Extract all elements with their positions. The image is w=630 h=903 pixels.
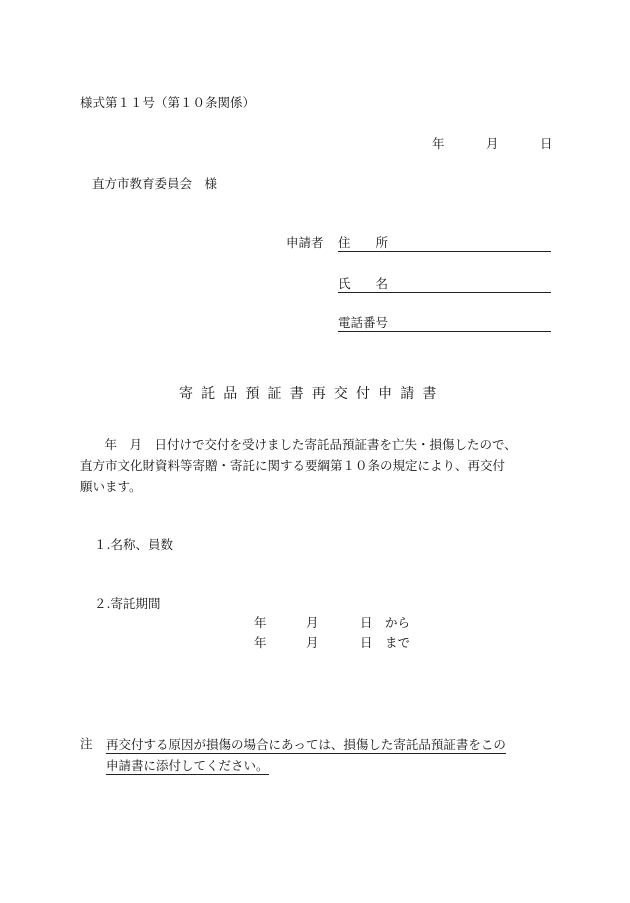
date-year-label: 年 — [432, 136, 445, 151]
phone-field[interactable] — [338, 315, 551, 332]
name-field[interactable] — [338, 276, 551, 293]
note-label: 注 — [80, 736, 93, 751]
addressee: 直方市教育委員会 様 — [92, 176, 218, 191]
body-line-2: 直方市文化財資料等寄贈・寄託に関する要綱第１０条の規定により、再交付 — [80, 458, 506, 473]
item-1-label: １.名称、員数 — [94, 537, 173, 552]
period-from-month: 月 — [306, 615, 319, 630]
period-to-year: 年 — [254, 635, 267, 650]
date-month-label: 月 — [486, 136, 499, 151]
body-line-3: 願います。 — [80, 479, 142, 494]
body-line-1: 年 月 日付けで交付を受けました寄託品預証書を亡失・損傷したので、 — [92, 437, 517, 452]
name-label: 氏 名 — [338, 276, 389, 291]
period-from-year: 年 — [254, 615, 267, 630]
address-field[interactable] — [338, 235, 551, 252]
period-to-month: 月 — [306, 635, 319, 650]
note-line-1: 再交付する原因が損傷の場合にあっては、損傷した寄託品預証書をこの — [106, 737, 506, 752]
note-text — [106, 734, 556, 776]
body-paragraph — [80, 434, 560, 497]
period-to-suffix: まで — [385, 635, 411, 650]
item-2-label: ２.寄託期間 — [94, 596, 161, 611]
period-to-day: 日 — [360, 635, 373, 650]
period-from-day: 日 — [360, 615, 373, 630]
document-title: 寄託品預証書再交付申請書 — [179, 386, 445, 402]
date-day-label: 日 — [540, 136, 553, 151]
form-number: 様式第１１号（第１０条関係） — [80, 95, 256, 110]
applicant-label: 申請者 — [286, 235, 324, 250]
phone-label: 電話番号 — [338, 315, 389, 330]
address-label: 住 所 — [338, 235, 389, 250]
period-from-suffix: から — [385, 615, 411, 630]
note-line-2: 申請書に添付してください。 — [106, 758, 269, 773]
